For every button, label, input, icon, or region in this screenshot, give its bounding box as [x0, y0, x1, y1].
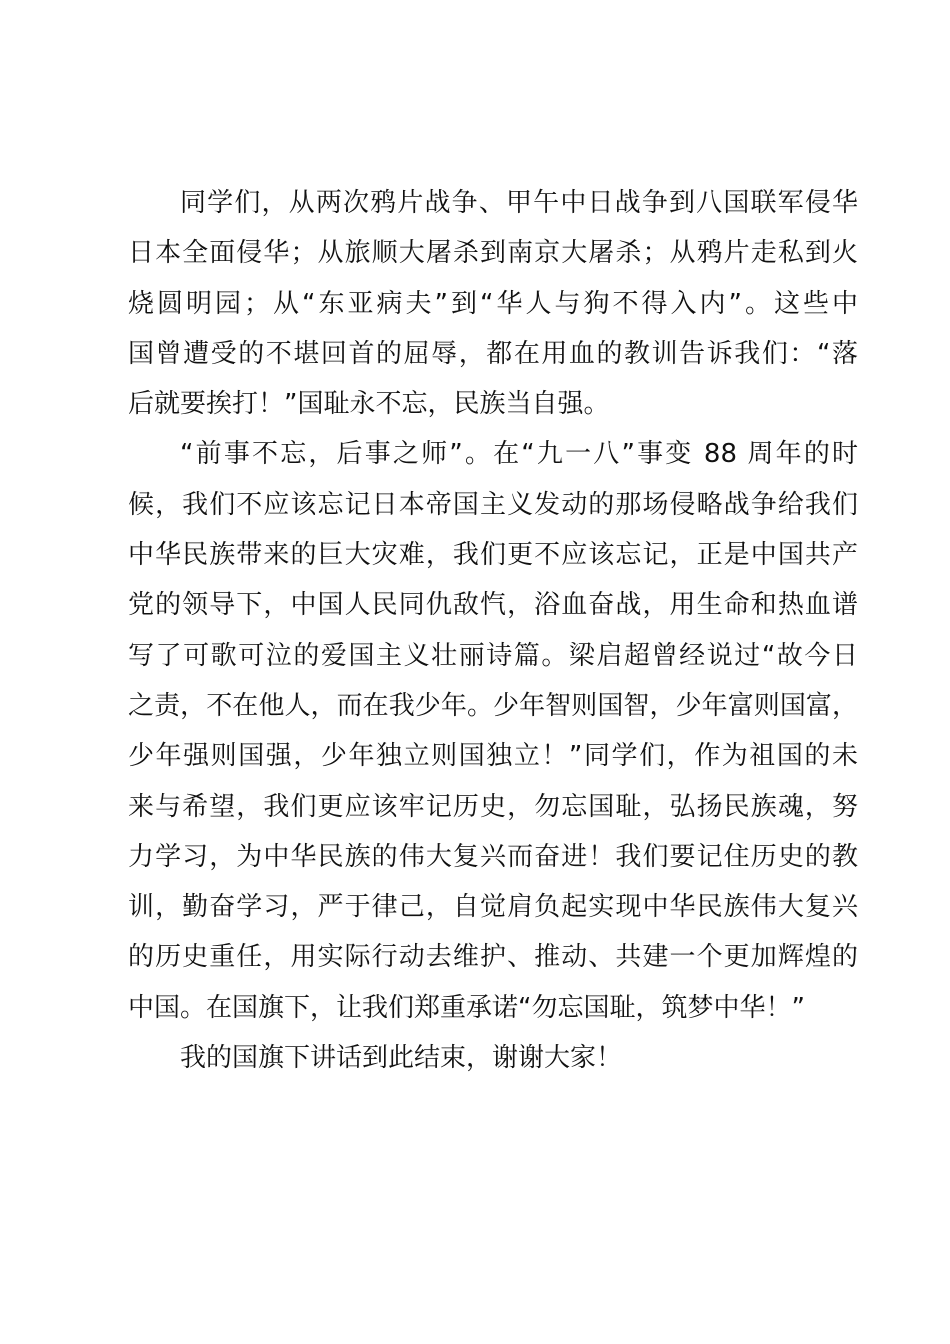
text-line: 候，我们不应该忘记日本帝国主义发动的那场侵略战争给我们 — [128, 489, 858, 520]
text-line: “前事不忘，后事之师”。在“九一八”事变 88 周年的时 — [180, 439, 858, 470]
text-line: 少年强则国强，少年独立则国独立！”同学们，作为祖国的未 — [128, 741, 858, 772]
text-line: 之责，不在他人，而在我少年。少年智则国智，少年富则国富， — [128, 690, 858, 721]
text-line: 党的领导下，中国人民同仇敌忾，浴血奋战，用生命和热血谱 — [128, 590, 858, 621]
text-line: 写了可歌可泣的爱国主义壮丽诗篇。梁启超曾经说过“故今日 — [128, 640, 858, 671]
text-line: 同学们，从两次鸦片战争、甲午中日战争到八国联军侵华 — [180, 188, 858, 218]
text-line: 力学习，为中华民族的伟大复兴而奋进！我们要记住历史的教 — [128, 841, 858, 872]
document-body — [128, 178, 858, 1083]
text-line: 后就要挨打！”国耻永不忘，民族当自强。 — [128, 389, 610, 420]
text-line: 来与希望，我们更应该牢记历史，勿忘国耻，弘扬民族魂，努 — [128, 791, 858, 822]
paragraph-1 — [128, 178, 858, 429]
text-line: 的历史重任，用实际行动去维护、推动、共建一个更加辉煌的 — [128, 942, 858, 973]
text-line: 中华民族带来的巨大灾难，我们更不应该忘记，正是中国共产 — [128, 540, 858, 571]
text-line: 训，勤奋学习，严于律己，自觉肩负起实现中华民族伟大复兴 — [128, 892, 858, 923]
text-line: 国曾遭受的不堪回首的屈辱，都在用血的教训告诉我们：“落 — [128, 338, 858, 369]
paragraph-2 — [128, 429, 858, 1033]
text-line: 日本全面侵华；从旅顺大屠杀到南京大屠杀；从鸦片走私到火 — [128, 238, 858, 269]
paragraph-3 — [128, 1033, 858, 1083]
text-line: 烧圆明园；从“东亚病夫”到“华人与狗不得入内”。这些中 — [128, 288, 858, 319]
text-line: 中国。在国旗下，让我们郑重承诺“勿忘国耻，筑梦中华！” — [128, 992, 805, 1023]
text-line: 我的国旗下讲话到此结束，谢谢大家！ — [180, 1043, 623, 1074]
